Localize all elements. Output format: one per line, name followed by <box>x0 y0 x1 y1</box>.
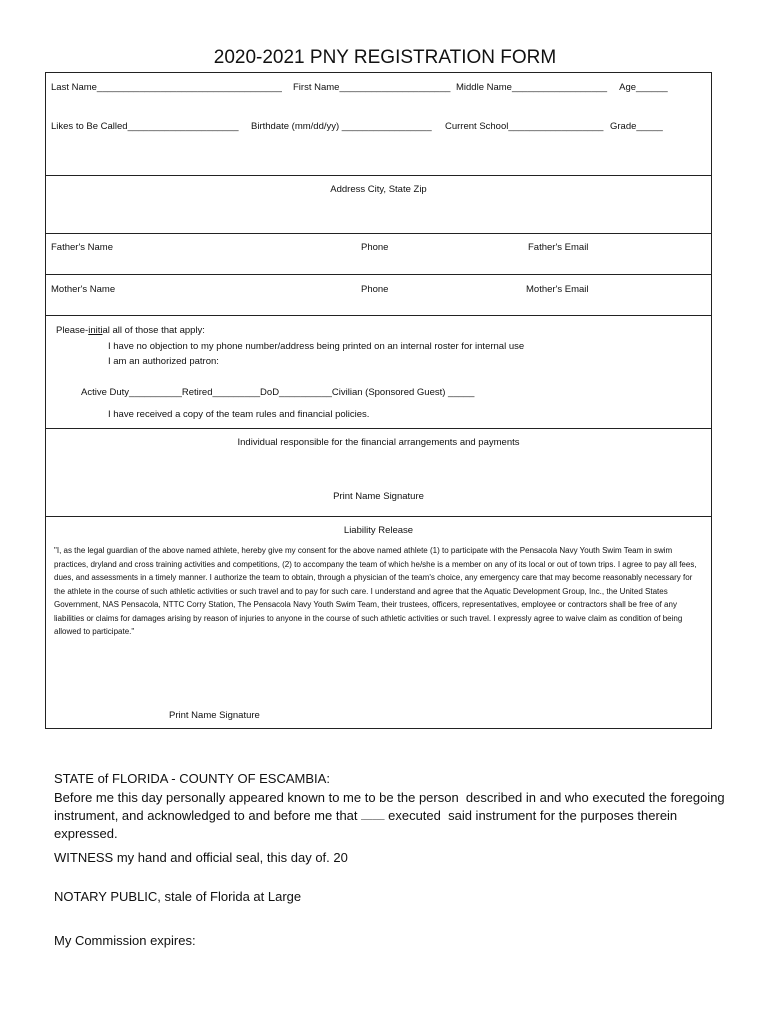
team-rules-statement[interactable]: I have received a copy of the team rules and financial policies. <box>108 409 370 420</box>
roster-objection-statement[interactable]: I have no objection to my phone number/address being printed on an internal roster for internal use <box>108 341 525 352</box>
divider <box>45 175 712 176</box>
initial-instruction-pre: Please- <box>56 325 89 336</box>
form-title: 2020-2021 PNY REGISTRATION FORM <box>213 47 557 68</box>
middle-name-field[interactable]: Middle Name__________________ <box>456 82 608 93</box>
authorized-patron-statement[interactable]: I am an authorized patron: <box>108 356 219 367</box>
initial-instruction-post: al all of those that apply: <box>102 325 205 336</box>
notary-public-line: NOTARY PUBLIC, stale of Florida at Large <box>54 889 302 904</box>
father-email-field[interactable]: Father's Email <box>528 242 589 253</box>
mother-name-field[interactable]: Mother's Name <box>51 284 116 295</box>
mother-phone-field[interactable]: Phone <box>361 284 389 295</box>
grade-field[interactable]: Grade_____ <box>610 121 663 132</box>
likes-to-be-called-field[interactable]: Likes to Be Called_____________________ <box>51 121 242 132</box>
last-name-field[interactable]: Last Name___________________________________ <box>51 82 285 93</box>
mother-email-field[interactable]: Mother's Email <box>526 284 589 295</box>
financial-responsible-label: Individual responsible for the financial arrangements and payments <box>237 437 520 448</box>
current-school-field[interactable]: Current School__________________ <box>445 121 604 132</box>
divider <box>45 233 712 234</box>
notary-line-2-pre: instrument, and acknowledged to and before me that <box>54 808 362 823</box>
witness-line: WITNESS my hand and official seal, this day of. 20 <box>54 850 348 865</box>
father-name-field[interactable]: Father's Name <box>51 242 114 253</box>
initial-instruction-underlined: initi <box>88 325 103 336</box>
address-label[interactable]: Address City, State Zip <box>330 184 427 195</box>
divider <box>45 428 712 429</box>
commission-expires-line: My Commission expires: <box>54 933 196 948</box>
notary-heading: STATE of FLORIDA - COUNTY OF ESCAMBIA: <box>54 771 330 786</box>
birthdate-field[interactable]: Birthdate (mm/dd/yy) _________________ <box>251 121 432 132</box>
first-name-field[interactable]: First Name_____________________ <box>293 82 451 93</box>
initial-instruction <box>56 325 205 336</box>
notary-line-2 <box>54 808 677 823</box>
notary-line-2-post: executed said instrument for the purposes therein <box>384 808 678 823</box>
notary-name-blank[interactable]: ______ <box>361 813 385 821</box>
liability-print-signature[interactable]: Print Name Signature <box>169 710 260 721</box>
divider <box>45 274 712 275</box>
liability-heading: Liability Release <box>343 525 414 536</box>
age-field[interactable]: Age______ <box>617 82 668 93</box>
patron-status-line[interactable]: Active Duty__________Retired_________DoD__________Civilian (Sponsored Guest) _____ <box>81 387 475 398</box>
father-phone-field[interactable]: Phone <box>361 242 389 253</box>
liability-text: "I, as the legal guardian of the above named athlete, hereby give my consent for the above named athlete (1) to participate with the Pensacola Navy Youth Swim Team in swim practices, dryland and cross training activities and competitions, (2) to accompany the team of which he/she is a member on any of its local or out of town trips. I agree to pay all fees, dues, and assessments in a timely manner. I authorize the team to obtain, through a physician of the team's choice, any emergency care that may become reasonably necessary for the athlete in the course of such athletic activities or such travel and to pay for such care. I understand and agree that the Aquatic Development Group, Inc., the United States Government, NAS Pensacola, NTTC Corry Station, The Pensacola Navy Youth Swim Team, their trustees, officers, representatives, employee or contractors shall be free of any liabilities or claims for damages arising by reason of injuries to anyone in the course of such athletic activities or such travel. I expressly agree to waive claim as condition of being allowed to participate." <box>54 546 697 636</box>
financial-print-signature[interactable]: Print Name Signature <box>333 491 424 502</box>
divider <box>45 315 712 316</box>
divider <box>45 516 712 517</box>
notary-line-1: Before me this day personally appeared known to me to be the person described in and who executed the foregoing <box>54 790 725 805</box>
notary-line-3: expressed. <box>54 826 118 841</box>
